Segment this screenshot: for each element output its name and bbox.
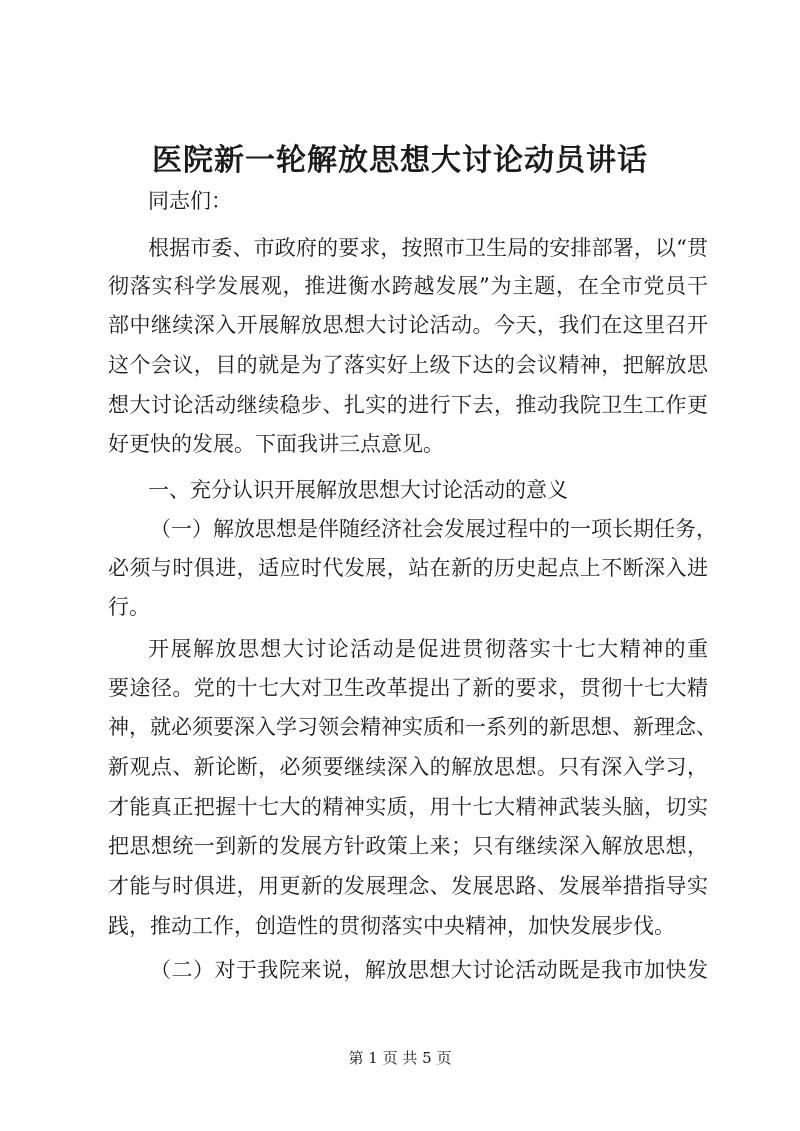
paragraph-1-line-6: 好更快的发展。下面我讲三点意见。: [108, 432, 444, 456]
paragraph-1-line-2: 彻落实科学发展观，推进衡水跨越发展”为主题，在全市党员干: [108, 274, 708, 298]
subsection-2-line-1: （二）对于我院来说，解放思想大讨论活动既是我市加快发: [150, 958, 708, 982]
paragraph-1-line-4: 这个会议，目的就是为了落实好上级下达的会议精神，把解放思: [108, 353, 708, 377]
paragraph-1-line-5: 想大讨论活动继续稳步、扎实的进行下去，推动我院卫生工作更: [108, 393, 708, 417]
document-title: 医院新一轮解放思想大讨论动员讲话: [152, 143, 648, 178]
paragraph-2-line-2: 要途径。党的十七大对卫生改革提出了新的要求，贯彻十七大精: [108, 676, 708, 700]
paragraph-2-line-4: 新观点、新论断，必须要继续深入的解放思想。只有深入学习，: [108, 755, 708, 779]
paragraph-2-line-3: 神，就必须要深入学习领会精神实质和一系列的新思想、新理念、: [108, 715, 717, 739]
page-number-footer: 第 1 页 共 5 页: [348, 1049, 452, 1067]
subsection-1-line-2: 必须与时俱进，适应时代发展，站在新的历史起点上不断深入进: [108, 556, 708, 580]
paragraph-2-line-1: 开展解放思想大讨论活动是促进贯彻落实十七大精神的重: [148, 637, 708, 661]
subsection-1-line-3: 行。: [108, 595, 150, 619]
paragraph-2-line-7: 才能与时俱进，用更新的发展理念、发展思路、发展举措指导实: [108, 874, 708, 898]
paragraph-2-line-5: 才能真正把握十七大的精神实质，用十七大精神武装头脑，切实: [108, 795, 708, 819]
subsection-1-line-1: （一）解放思想是伴随经济社会发展过程中的一项长期任务，: [150, 517, 717, 541]
section-heading-1: 一、充分认识开展解放思想大讨论活动的意义: [148, 478, 568, 502]
paragraph-1-line-3: 部中继续深入开展解放思想大讨论活动。今天，我们在这里召开: [108, 313, 708, 337]
paragraph-1-line-1: 根据市委、市政府的要求，按照市卫生局的安排部署，以“贯: [148, 236, 708, 260]
paragraph-2-line-8: 践，推动工作，创造性的贯彻落实中央精神，加快发展步伐。: [108, 914, 675, 938]
paragraph-2-line-6: 把思想统一到新的发展方针政策上来；只有继续深入解放思想，: [108, 834, 708, 858]
salutation: 同志们：: [148, 189, 232, 213]
